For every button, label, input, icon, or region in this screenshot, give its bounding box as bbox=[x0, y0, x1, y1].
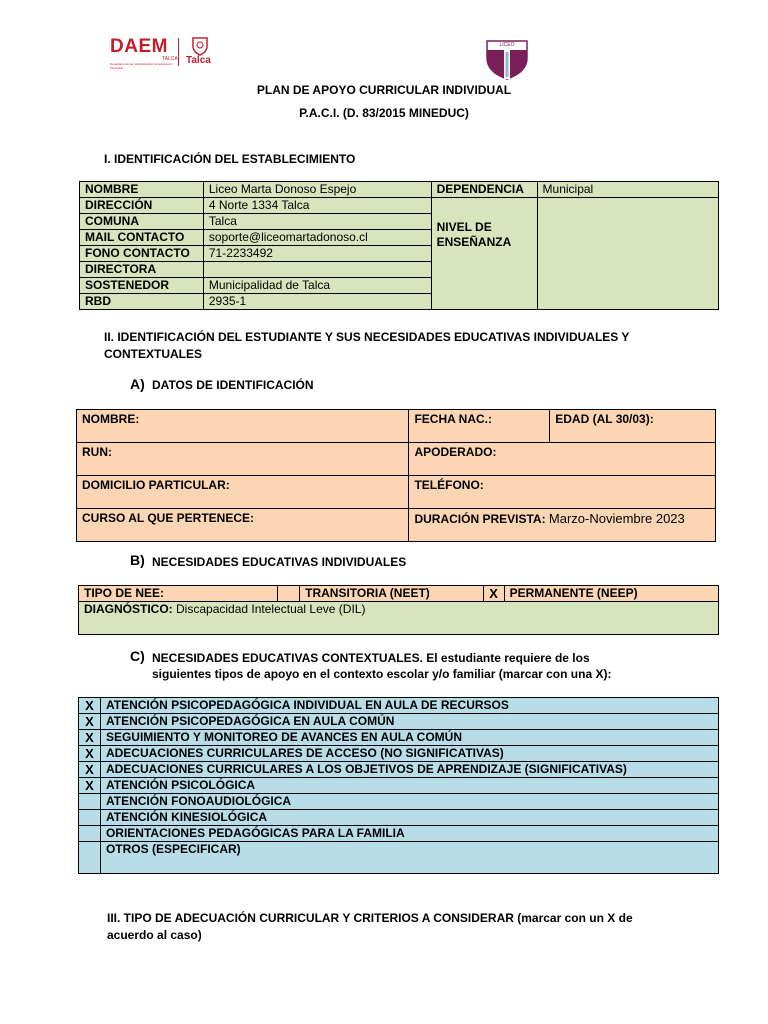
tipo-nee-label: TIPO DE NEE: bbox=[79, 586, 278, 602]
row-label: MAIL CONTACTO bbox=[80, 230, 204, 246]
daem-logo-small: Departamento de Administración de Educación Municipal bbox=[110, 62, 173, 70]
telefono-field: TELÉFONO: bbox=[409, 476, 716, 509]
transitoria-label: TRANSITORIA (NEET) bbox=[300, 586, 484, 602]
daem-logo-subtext: TALCA bbox=[162, 56, 178, 62]
nivel-label-1: NIVEL DE bbox=[436, 219, 492, 234]
daem-logo-text: DAEM bbox=[110, 36, 168, 57]
row-value: 2935-1 bbox=[203, 294, 431, 310]
support-mark bbox=[79, 842, 101, 874]
talca-shield-icon bbox=[190, 36, 210, 56]
support-mark: X bbox=[79, 746, 101, 762]
subsection-c-title-line1: NECESIDADES EDUCATIVAS CONTEXTUALES. El estudiante requiere de los bbox=[152, 651, 590, 665]
support-label: ADECUACIONES CURRICULARES A LOS OBJETIVOS DE APRENDIZAJE (SIGNIFICATIVAS) bbox=[100, 762, 718, 778]
student-data-table bbox=[76, 409, 716, 542]
support-label: ATENCIÓN PSICOPEDAGÓGICA EN AULA COMÚN bbox=[100, 714, 718, 730]
subsection-a-letter: A) bbox=[130, 376, 145, 392]
support-label: ORIENTACIONES PEDAGÓGICAS PARA LA FAMILIA bbox=[100, 826, 718, 842]
row-value: Talca bbox=[203, 214, 431, 230]
domicilio-field: DOMICILIO PARTICULAR: bbox=[77, 476, 409, 509]
daem-logo bbox=[110, 36, 220, 70]
dependencia-value: Municipal bbox=[537, 182, 718, 198]
document-subtitle: P.A.C.I. (D. 83/2015 MINEDUC) bbox=[299, 106, 469, 120]
nee-table bbox=[78, 585, 719, 635]
row-label: FONO CONTACTO bbox=[80, 246, 204, 262]
row-label: RBD bbox=[80, 294, 204, 310]
nivel-ensenanza-value bbox=[537, 198, 718, 310]
nombre-field: NOMBRE: bbox=[77, 410, 409, 443]
row-label: DIRECCIÓN bbox=[80, 198, 204, 214]
duracion-label: DURACIÓN PREVISTA: bbox=[414, 512, 546, 526]
section1-heading: I. IDENTIFICACIÓN DEL ESTABLECIMIENTO bbox=[104, 152, 356, 166]
apoderado-field: APODERADO: bbox=[409, 443, 716, 476]
support-label: OTROS (ESPECIFICAR) bbox=[100, 842, 718, 874]
duracion-field bbox=[409, 509, 716, 542]
row-label: COMUNA bbox=[80, 214, 204, 230]
section2-heading-line1: II. IDENTIFICACIÓN DEL ESTUDIANTE Y SUS NECESIDADES EDUCATIVAS INDIVIDUALES Y bbox=[104, 330, 630, 344]
curso-field: CURSO AL QUE PERTENECE: bbox=[77, 509, 409, 542]
edad-field: EDAD (AL 30/03): bbox=[550, 410, 716, 443]
support-label: ATENCIÓN FONOAUDIOLÓGICA bbox=[100, 794, 718, 810]
support-mark: X bbox=[79, 714, 101, 730]
fecha-nac-field: FECHA NAC.: bbox=[409, 410, 550, 443]
liceo-crest-text: LICEO bbox=[499, 42, 515, 48]
subsection-b-title: NECESIDADES EDUCATIVAS INDIVIDUALES bbox=[152, 555, 407, 569]
row-value: Municipalidad de Talca bbox=[203, 278, 431, 294]
row-value: soporte@liceomartadonoso.cl bbox=[203, 230, 431, 246]
support-mark bbox=[79, 810, 101, 826]
subsection-b-letter: B) bbox=[130, 552, 145, 568]
support-label: ATENCIÓN PSICOLÓGICA bbox=[100, 778, 718, 794]
duracion-value: Marzo-Noviembre 2023 bbox=[548, 511, 685, 526]
supports-table bbox=[78, 697, 719, 874]
subsection-a-title: DATOS DE IDENTIFICACIÓN bbox=[152, 378, 314, 392]
section2-heading-line2: CONTEXTUALES bbox=[104, 347, 203, 361]
row-value: Liceo Marta Donoso Espejo bbox=[203, 182, 431, 198]
diagnostico-field bbox=[79, 602, 719, 635]
establishment-table bbox=[79, 181, 719, 310]
support-mark: X bbox=[79, 762, 101, 778]
permanente-label: PERMANENTE (NEEP) bbox=[504, 586, 718, 602]
support-mark: X bbox=[79, 730, 101, 746]
document-title: PLAN DE APOYO CURRICULAR INDIVIDUAL bbox=[256, 83, 512, 97]
support-label: ATENCIÓN PSICOPEDAGÓGICA INDIVIDUAL EN AULA DE RECURSOS bbox=[100, 698, 718, 714]
logo-divider bbox=[178, 38, 179, 66]
diagnostico-label: DIAGNÓSTICO: bbox=[84, 602, 173, 616]
support-mark: X bbox=[79, 698, 101, 714]
row-value: 71-2233492 bbox=[203, 246, 431, 262]
row-label: SOSTENEDOR bbox=[80, 278, 204, 294]
row-label: NOMBRE bbox=[80, 182, 204, 198]
transitoria-checkbox bbox=[278, 586, 300, 602]
support-label: ADECUACIONES CURRICULARES DE ACCESO (NO SIGNIFICATIVAS) bbox=[100, 746, 718, 762]
nivel-label-2: ENSEÑANZA bbox=[436, 234, 512, 249]
support-mark bbox=[79, 794, 101, 810]
row-value: 4 Norte 1334 Talca bbox=[203, 198, 431, 214]
liceo-crest-logo bbox=[484, 38, 530, 80]
section3-heading-line2: acuerdo al caso) bbox=[107, 928, 202, 942]
permanente-checkbox: X bbox=[483, 586, 504, 602]
support-label: ATENCIÓN KINESIOLÓGICA bbox=[100, 810, 718, 826]
support-mark: X bbox=[79, 778, 101, 794]
run-field: RUN: bbox=[77, 443, 409, 476]
subsection-c-title-line2: siguientes tipos de apoyo en el contexto escolar y/o familiar (marcar con una X): bbox=[152, 667, 612, 681]
section3-heading-line1: III. TIPO DE ADECUACIÓN CURRICULAR Y CRITERIOS A CONSIDERAR (marcar con un X de bbox=[107, 911, 633, 925]
subsection-c-letter: C) bbox=[130, 648, 145, 664]
support-label: SEGUIMIENTO Y MONITOREO DE AVANCES EN AULA COMÚN bbox=[100, 730, 718, 746]
talca-logo-text: Talca bbox=[186, 55, 211, 66]
support-mark bbox=[79, 826, 101, 842]
row-label: DIRECTORA bbox=[80, 262, 204, 278]
row-value bbox=[203, 262, 431, 278]
diagnostico-value: Discapacidad Intelectual Leve (DIL) bbox=[176, 602, 366, 616]
dependencia-label: DEPENDENCIA bbox=[431, 182, 537, 198]
nivel-ensenanza-label bbox=[431, 198, 537, 310]
